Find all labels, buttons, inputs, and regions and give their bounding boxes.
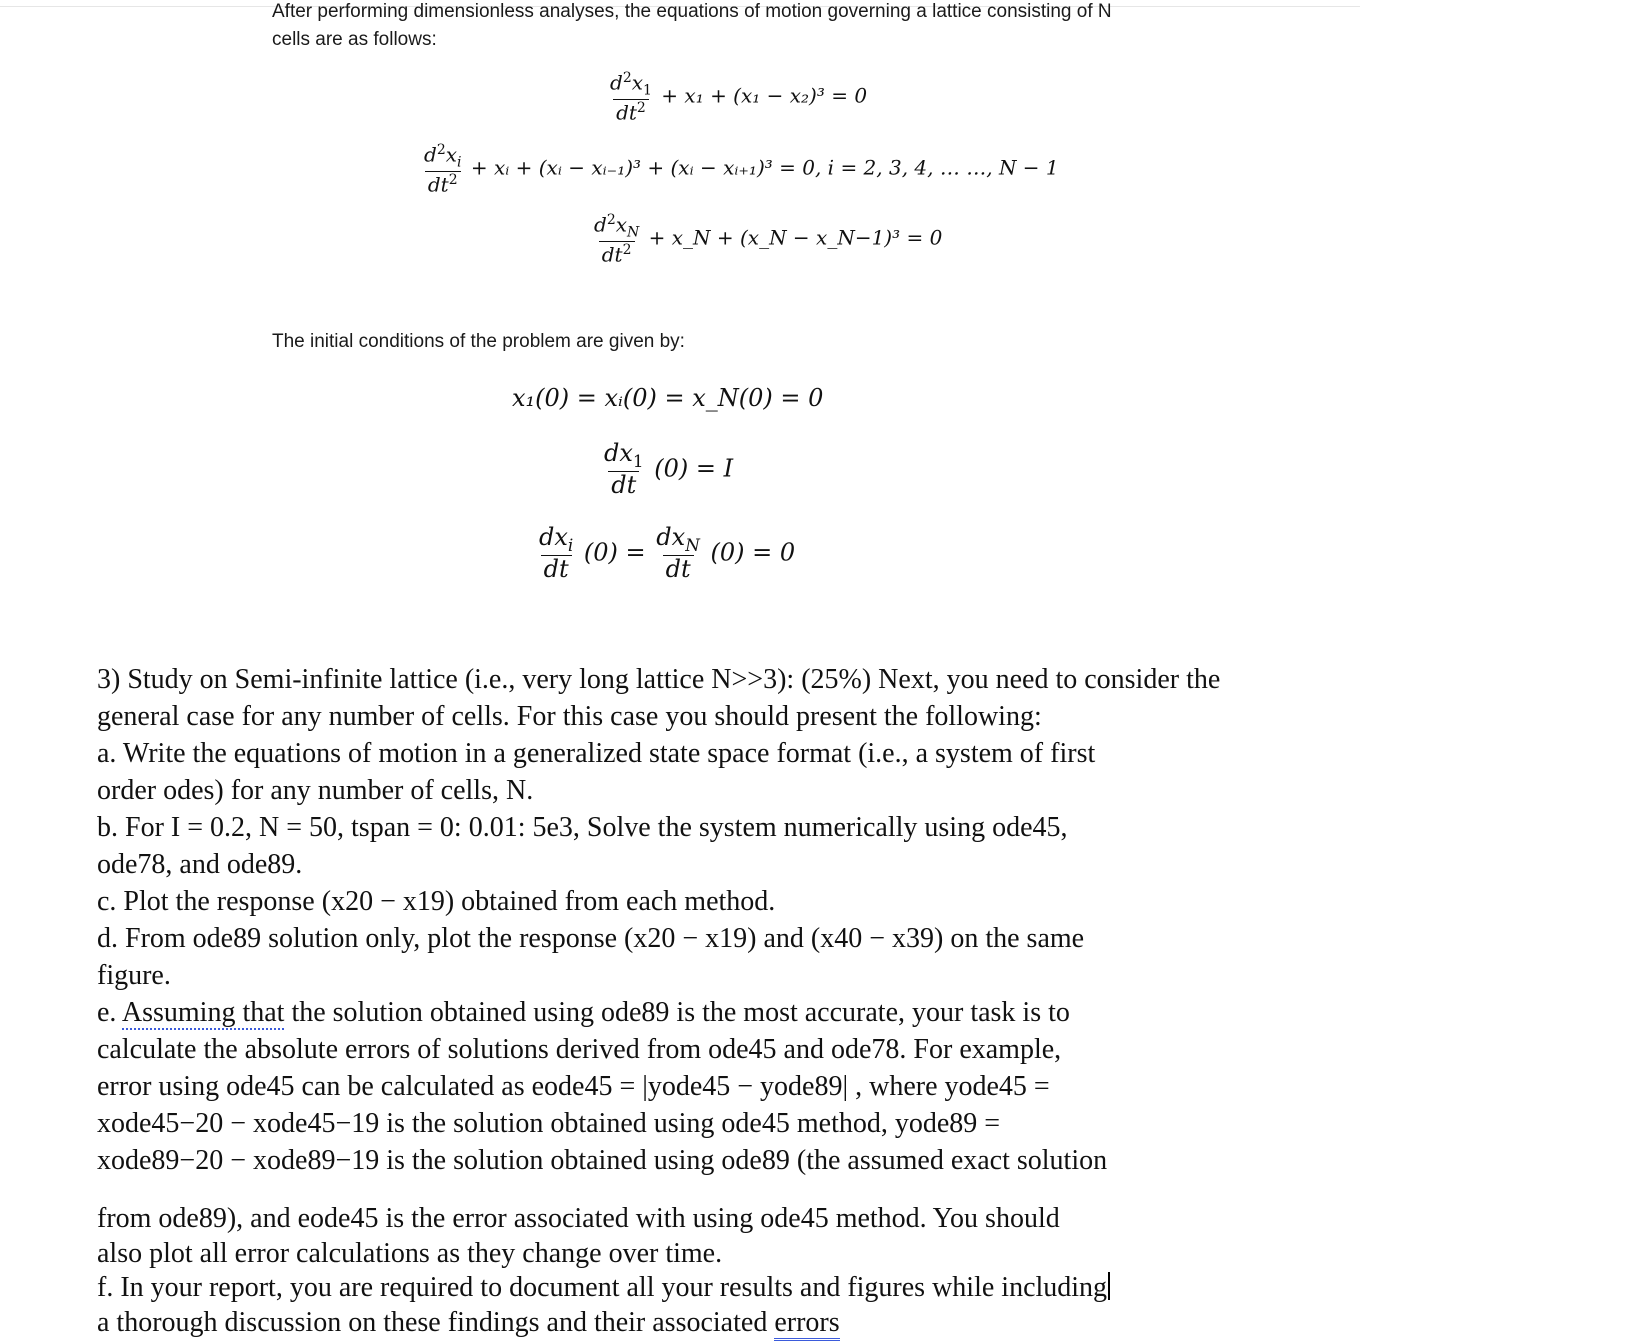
equation-last-cell-terms: + x_N + (x_N − x_N−1)³ = 0 [648,225,943,250]
task-part-a-line-2: order odes) for any number of cells, N. [97,775,534,806]
task-part-d-line-2: figure. [97,960,171,991]
part-f-text-2: a thorough discussion on these findings and their associated [97,1307,775,1338]
d2x1-dt2-fraction: $\frac{d^2x_1}{dt^2}$ [610,70,652,125]
task-part-e-line-7: also plot all error calculations as they change over time. [97,1238,723,1269]
task-part-b-line-1: b. For I = 0.2, N = 50, tspan = 0: 0.01: 5e3, Solve the system numerically using ode45, [97,812,1068,843]
task-part-a-line-1: a. Write the equations of motion in a generalized state space format (i.e., a system of first [97,738,1096,769]
task-part-f-line-2 [97,1304,840,1341]
task-part-e-line-1 [97,994,1070,1031]
task-part-e-line-4: xode45−20 − xode45−19 is the solution obtained using ode45 method, yode89 = [97,1108,1001,1139]
task-part-f-line-1[interactable] [97,1269,1110,1306]
initial-velocity-other-cells [536,524,795,584]
equation-general-cell-terms: + xᵢ + (xᵢ − xᵢ₋₁)³ + (xᵢ − xᵢ₊₁)³ = 0, i = 2, 3, 4, … …, N − 1 [470,155,1059,180]
equation-first-cell [607,70,867,124]
initial-velocity-equals: (0) = [583,538,646,567]
equation-first-cell-terms: + x₁ + (x₁ − x₂)³ = 0 [661,83,868,108]
initial-velocity-first-cell [601,440,733,500]
grammar-suggestion-underline[interactable]: errors [774,1307,839,1341]
part-f-text: f. In your report, you are required to document all your results and figures while including [97,1272,1108,1303]
spelling-suggestion-underline[interactable]: Assuming that [121,997,285,1028]
task-part-e-line-2: calculate the absolute errors of solutions derived from ode45 and ode78. For example, [97,1034,1062,1065]
intro-line-1: After performing dimensionless analyses, the equations of motion governing a lattice consisting of N [272,1,1112,22]
task-part-b-line-2: ode78, and ode89. [97,849,303,880]
text-cursor [1108,1272,1110,1300]
task-part-e-line-5: xode89−20 − xode89−19 is the solution obtained using ode89 (the assumed exact solution [97,1145,1108,1176]
initial-displacement-condition: x₁(0) = xᵢ(0) = x_N(0) = 0 [512,384,824,412]
initial-velocity-first-cell-value: (0) = I [654,454,734,483]
task-line-1: 3) Study on Semi-infinite lattice (i.e., very long lattice N>>3): (25%) Next, you need to consider the [97,664,1221,695]
task-part-e-line-3: error using ode45 can be calculated as eode45 = |yode45 − yode89| , where yode45 = [97,1071,1050,1102]
initial-conditions-label: The initial conditions of the problem are given by: [272,331,685,352]
part-e-prefix: e. [97,997,122,1028]
equation-general-cell [421,142,1059,196]
dxi-dt-fraction: $\frac{dx_i}{dt}$ [539,523,574,584]
task-part-e-line-6: from ode89), and eode45 is the error associated with using ode45 method. You should [97,1203,1060,1234]
d2xi-dt2-fraction: $\frac{d^2x_i}{dt^2}$ [424,142,462,197]
equation-last-cell [591,212,942,266]
task-part-d-line-1: d. From ode89 solution only, plot the response (x20 − x19) and (x40 − x39) on the same [97,923,1085,954]
part-e-text: the solution obtained using ode89 is the most accurate, your task is to [284,997,1070,1028]
dx1-dt-fraction: $\frac{dx_1}{dt}$ [604,439,644,500]
task-part-c: c. Plot the response (x20 − x19) obtained from each method. [97,886,776,917]
d2xN-dt2-fraction: $\frac{d^2x_N}{dt^2}$ [594,212,640,267]
initial-velocity-other-cells-value: (0) = 0 [710,538,796,567]
task-line-2: general case for any number of cells. For this case you should present the following: [97,701,1042,732]
dxN-dt-fraction: $\frac{dx_N}{dt}$ [656,523,700,584]
intro-line-2: cells are as follows: [272,29,437,50]
